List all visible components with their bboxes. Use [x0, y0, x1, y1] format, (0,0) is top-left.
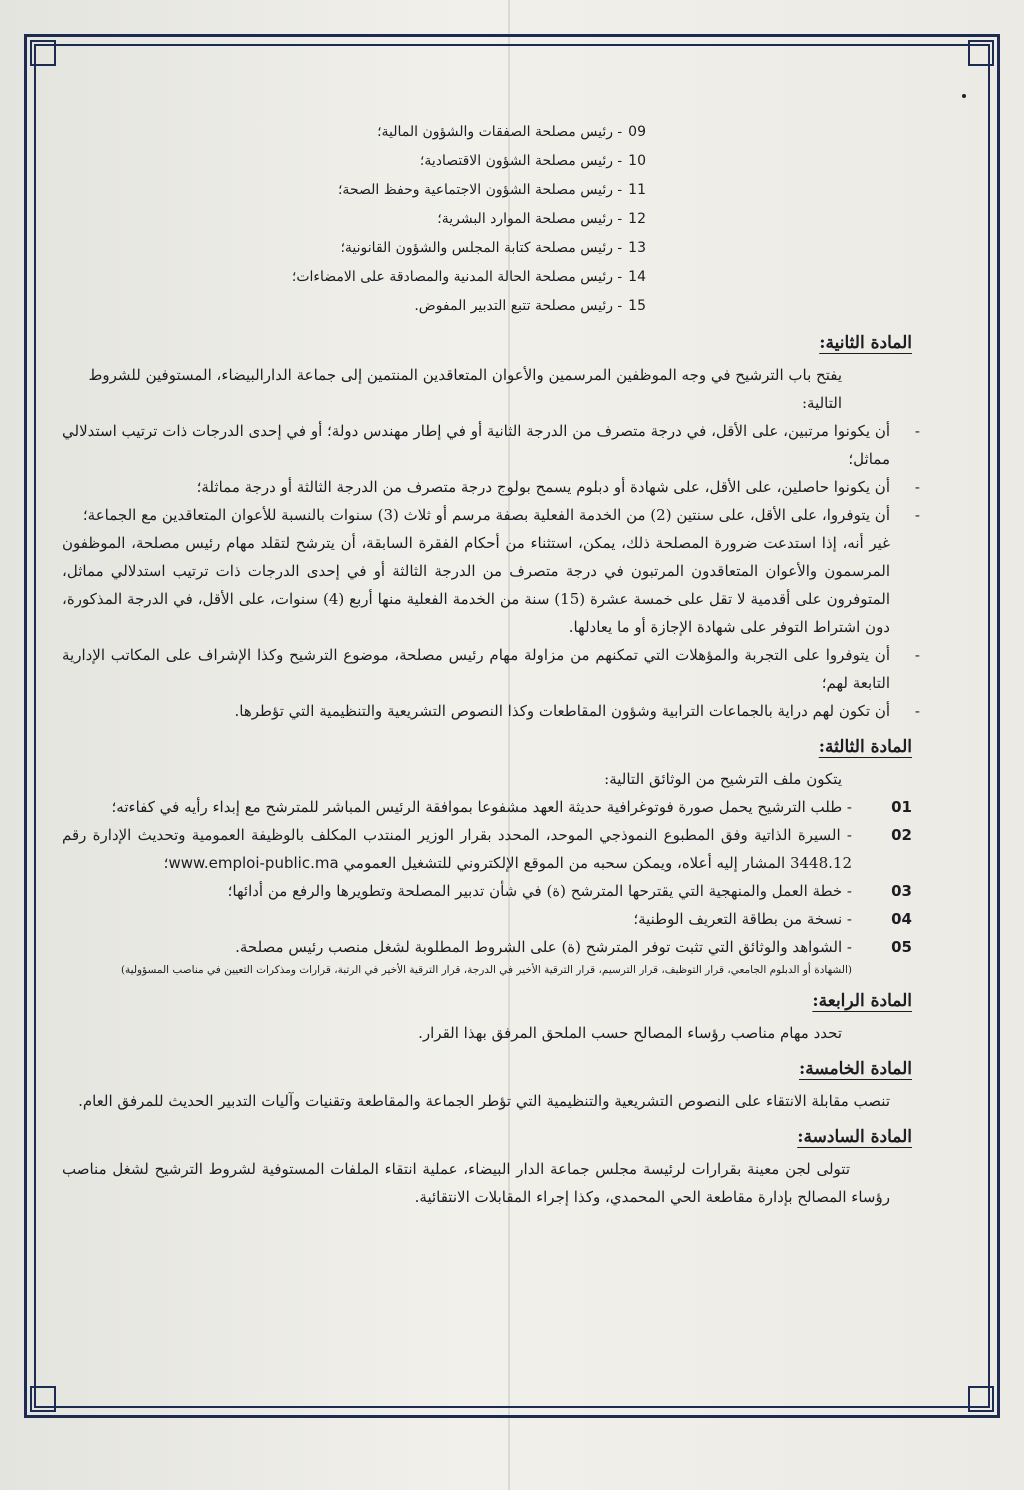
article-5-text: تنصب مقابلة الانتقاء على النصوص التشريعية والتنظيمية التي تؤطر الجماعة والمقاطعة وتقنيات وآليات التدبير الحديث للمرفق العام.: [78, 1092, 890, 1110]
condition-item: - أن يكونوا مرتبين، على الأقل، في درجة متصرف من الدرجة الثانية أو في إطار مهندس دولة؛ أو في إحدى الدرجات ذات ترتيب استدلالي مماثل؛: [62, 422, 920, 468]
list-item: 09- رئيس مصلحة الصفقات والشؤون المالية؛: [377, 124, 646, 140]
service-list: [62, 118, 906, 321]
article-6-title: المادة السادسة:: [797, 1127, 912, 1147]
article-2-intro: يفتح باب الترشيح في وجه الموظفين المرسمين والأعوان المتعاقدين المنتمين إلى جماعة الدارالبيضاء، المستوفين للشروط التالية:: [88, 366, 842, 412]
list-item: 11- رئيس مصلحة الشؤون الاجتماعية وحفظ الصحة؛: [337, 182, 646, 198]
document-item: 03 - خطة العمل والمنهجية التي يقترحها المترشح (ة) في شأن تدبير المصلحة وتطويرها والرفع من أدائها؛: [227, 882, 912, 900]
documents-note: (الشهادة أو الدبلوم الجامعي، قرار التوظيف، قرار الترسيم، قرار الترقية الأخير في الدرجة، قرار الترقية الأخير في الرتبة، قرارات ومذكرات التعيين في مناصب المسؤولية): [120, 964, 852, 976]
condition-item: - أن تكون لهم دراية بالجماعات الترابية وشؤون المقاطعات وكذا النصوص التشريعية والتنظيمية التي تؤطرها.: [234, 702, 920, 720]
exception-paragraph: غير أنه، إذا استدعت ضرورة المصلحة ذلك، يمكن، استثناء من أحكام الفقرة السابقة، أن يترشح لتقلد مهام رئيس مصلحة، الموظفون المرسمون والأعوان المتعاقدون المرتبون في درجة متصرف من الدرجة الثالثة أو في إحدى الدرجات ذات ترتيب استدلالي مماثل، المتوفرون على أقدمية لا تقل على خمسة عشرة (15) سنة من الخدمة الفعلية منها أربع (4) سنوات، على الأقل، في الدرجة المذكورة، دون اشتراط التوفر على شهادة الإجازة أو ما يعادلها.: [62, 534, 890, 636]
article-3-intro: يتكون ملف الترشيح من الوثائق التالية:: [604, 770, 842, 788]
document-item: 04 - نسخة من بطاقة التعريف الوطنية؛: [633, 910, 912, 928]
article-3-title: المادة الثالثة:: [818, 737, 912, 757]
condition-item: - أن يتوفروا، على الأقل، على سنتين (2) من الخدمة الفعلية بصفة مرسم أو ثلاث (3) سنوات بالنسبة للأعوان المتعاقدين مع الجماعة؛: [82, 506, 920, 524]
ink-dot: [962, 94, 966, 98]
article-2-title: المادة الثانية:: [819, 333, 912, 353]
article-5-title: المادة الخامسة:: [798, 1059, 912, 1079]
list-item: 12- رئيس مصلحة الموارد البشرية؛: [437, 211, 646, 227]
article-4-title: المادة الرابعة:: [812, 991, 912, 1011]
list-item: 10- رئيس مصلحة الشؤون الاقتصادية؛: [419, 153, 646, 169]
document-item: 05 - الشواهد والوثائق التي تثبت توفر المترشح (ة) على الشروط المطلوبة لشغل منصب رئيس مصلحة.: [235, 938, 912, 956]
list-item: 15- رئيس مصلحة تتبع التدبير المفوض.: [414, 298, 646, 314]
border-corner-ornament: [968, 1386, 994, 1412]
border-corner-ornament: [968, 40, 994, 66]
condition-item: - أن يكونوا حاصلين، على الأقل، على شهادة أو دبلوم يسمح بولوج درجة متصرف من الدرجة الثالثة أو درجة مماثلة؛: [196, 478, 920, 496]
document-body: [62, 118, 920, 1211]
article-6-text: تتولى لجن معينة بقرارات لرئيسة مجلس جماعة الدار البيضاء، عملية انتقاء الملفات المستوفية لشروط الترشيح لشغل مناصب رؤساء المصالح بإدارة مقاطعة الحي المحمدي، وكذا إجراء المقابلات الانتقائية.: [62, 1160, 890, 1206]
article-4-text: تحدد مهام مناصب رؤساء المصالح حسب الملحق المرفق بهذا القرار.: [418, 1024, 842, 1042]
emploi-public-link[interactable]: www.emploi-public.ma: [168, 854, 339, 872]
border-corner-ornament: [30, 1386, 56, 1412]
list-item: 14- رئيس مصلحة الحالة المدنية والمصادقة على الامضاءات؛: [291, 269, 646, 285]
condition-item: - أن يتوفروا على التجربة والمؤهلات التي تمكنهم من مزاولة مهام رئيس مصلحة، موضوع الترشيح وكذا الإشراف على المكاتب الإدارية التابعة لهم؛: [62, 646, 920, 692]
document-item: 01 - طلب الترشيح يحمل صورة فوتوغرافية حديثة العهد مشفوعا بموافقة الرئيس المباشر للمترشح مع إبداء رأيه في كفاءته؛: [111, 798, 912, 816]
border-corner-ornament: [30, 40, 56, 66]
document-item: 02 - السيرة الذاتية وفق المطبوع النموذجي الموحد، المحدد بقرار الوزير المنتدب المكلف بالوظيفة العمومية وتحديث الإدارة رقم 3448.12 المشار إليه أعلاه، ويمكن سحبه من الموقع الإلكتروني للتشغيل العمومي www.emploi-public.ma؛: [62, 826, 912, 872]
list-item: 13- رئيس مصلحة كتابة المجلس والشؤون القانونية؛: [340, 240, 646, 256]
